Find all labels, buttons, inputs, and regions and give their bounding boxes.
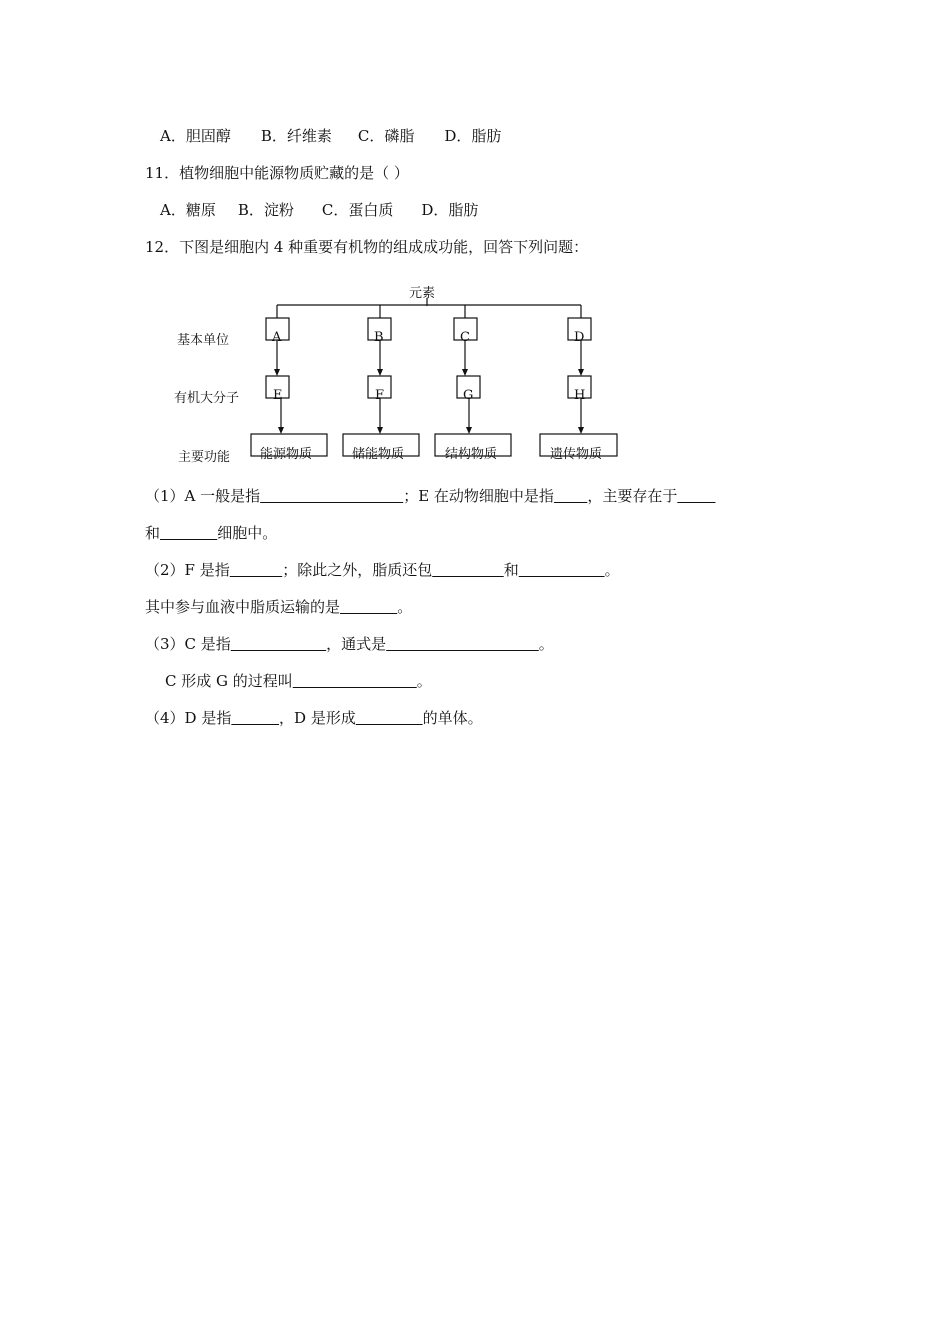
macro-label-h: H [574,388,586,403]
row-label-unit: 基本单位 [177,333,230,348]
q10-option-a: A．胆固醇 [160,127,231,145]
unit-label-d: D [574,330,585,345]
blank-d-meaning[interactable] [231,709,279,727]
q12-sub3-text-d: C 形成 G 的过程叫 [165,672,293,690]
blank-c-meaning[interactable] [231,635,326,653]
q11-option-c: C．蛋白质 [321,201,394,219]
q12-sub3-line1 [145,634,554,654]
q12-sub3-text-e: 。 [416,672,432,690]
arrowhead-e-energy [278,427,284,434]
q10-option-b: B．纤维素 [260,127,332,145]
unit-label-b: B [374,330,384,345]
unit-label-c: C [460,330,470,345]
blank-lipid-1[interactable] [432,561,504,579]
arrowhead-b-f [377,369,383,376]
blank-lipid-transport[interactable] [340,598,397,616]
q12-sub1-text-e: 细胞中。 [217,524,278,542]
macro-label-e: E [273,388,283,403]
blank-general-formula[interactable] [386,635,539,653]
q11-option-a: A．糖原 [160,201,216,219]
q11-option-d: D．脂肪 [421,201,479,219]
q12-sub2-line1 [145,560,620,580]
q12-sub2-text-d: 。 [604,561,620,579]
blank-lipid-2[interactable] [519,561,605,579]
q12-sub4-text-a: （4）D 是指 [145,709,232,727]
function-label-structure: 结构物质 [445,447,498,462]
blank-c-to-g-process[interactable] [293,672,417,690]
diagram-top-label: 元素 [409,286,436,301]
q12-sub2-text-c: 和 [503,561,519,579]
q10-option-c: C．磷脂 [357,127,415,145]
q12-sub3-line2 [165,671,432,691]
arrowhead-g-structure [466,427,472,434]
unit-label-a: A [272,330,282,345]
q12-sub4-line1 [145,708,483,728]
q12-sub2-text-e: 其中参与血液中脂质运输的是 [145,598,341,616]
function-label-genetic: 遗传物质 [550,447,603,462]
q12-sub4-text-c: 的单体。 [422,709,483,727]
blank-d-polymer[interactable] [356,709,423,727]
q12-stem: 12．下图是细胞内 4 种重要有机物的组成成功能，回答下列问题： [145,238,589,256]
arrowhead-f-storage [377,427,383,434]
blank-f-meaning[interactable] [230,561,282,579]
q12-sub1-text-c: ，主要存在于 [587,487,678,505]
q12-sub1-text-b: ；E 在动物细胞中是指 [403,487,554,505]
function-label-storage: 储能物质 [352,447,405,462]
arrowhead-a-e [274,369,280,376]
blank-e-animal[interactable] [554,487,587,505]
q12-sub4-text-b: ，D 是形成 [279,709,356,727]
q12-sub3-text-c: 。 [538,635,554,653]
q12-sub1-text-d: 和 [145,524,161,542]
macro-label-f: F [375,388,385,403]
q10-option-d: D．脂肪 [444,127,502,145]
q12-sub3-text-b: ，通式是 [326,635,387,653]
macro-label-g: G [463,388,474,403]
arrowhead-d-h [578,369,584,376]
q12-sub1-line2 [145,523,277,543]
blank-a-meaning[interactable] [260,487,403,505]
arrowhead-c-g [462,369,468,376]
q11-stem: 11．植物细胞中能源物质贮藏的是（ ） [145,164,409,182]
blank-e-location-1[interactable] [677,487,715,505]
row-label-function: 主要功能 [178,450,231,465]
function-label-energy: 能源物质 [260,447,313,462]
q12-sub1-line1 [145,486,715,506]
q12-sub2-text-f: 。 [397,598,413,616]
q11-option-b: B．淀粉 [237,201,294,219]
q12-sub3-text-a: （3）C 是指 [145,635,231,653]
q12-sub1-text-a: （1）A 一般是指 [145,487,261,505]
q12-sub2-text-b: ；除此之外，脂质还包 [282,561,433,579]
arrowhead-h-genetic [578,427,584,434]
blank-e-location-2[interactable] [160,524,217,542]
row-label-macro: 有机大分子 [174,391,240,406]
q12-sub2-line2 [145,597,412,617]
q12-sub2-text-a: （2）F 是指 [145,561,230,579]
